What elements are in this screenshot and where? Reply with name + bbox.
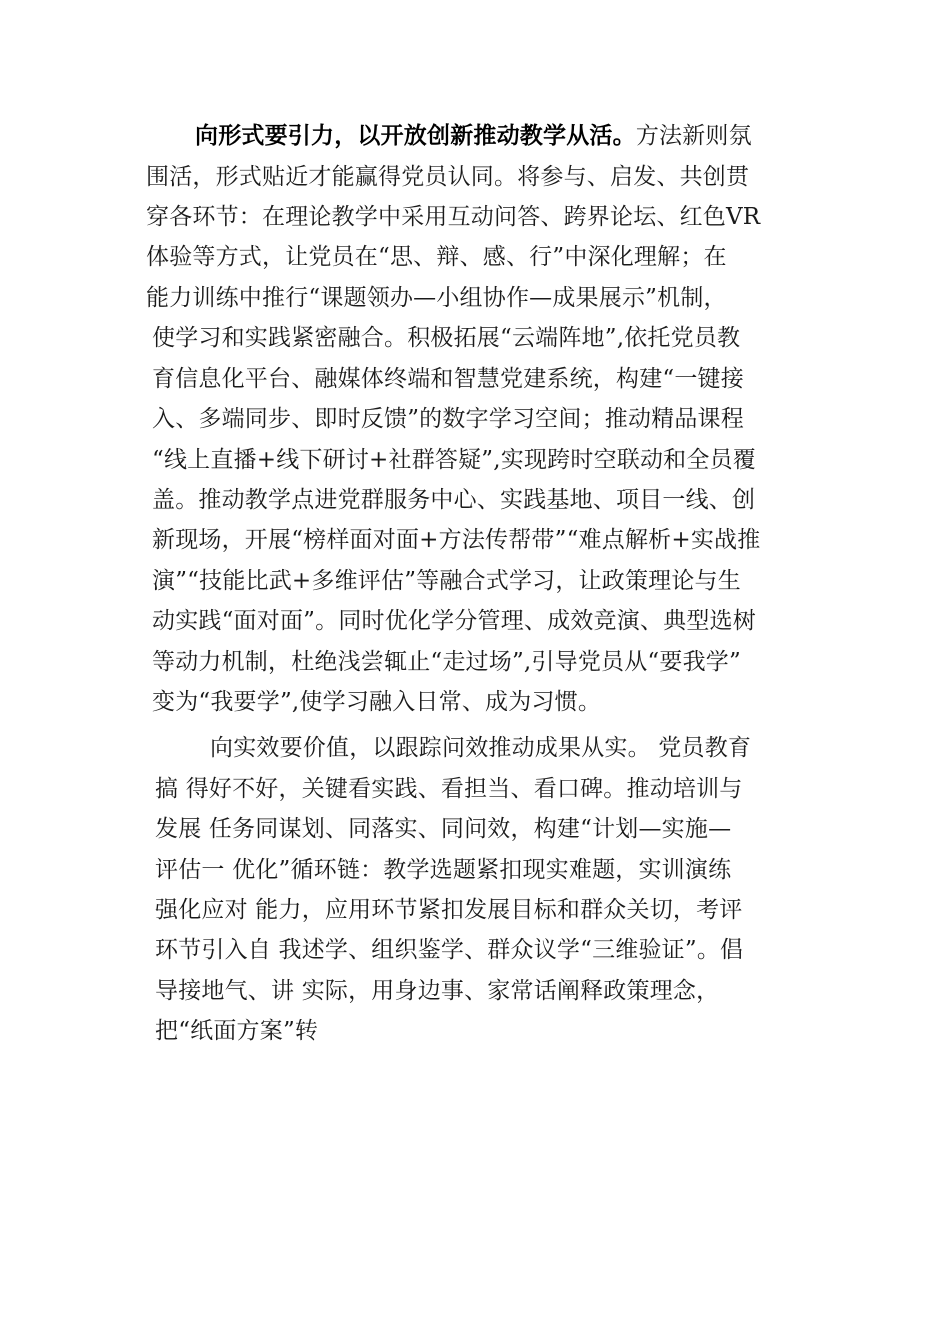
- paragraph-2-line-4: 评估一 优化”循环链：教学选题紧扣现实难题，实训演练: [155, 857, 732, 883]
- paragraph-2-line-1: 向实效要价值，以跟踪问效推动成果从实。 党员教育: [210, 735, 752, 761]
- paragraph-2-line-8: 把“纸面方案”转: [155, 1018, 319, 1044]
- paragraph-1-line-13: 动实践“面对面”。同时优化学分管理、成效竞演、典型选树: [152, 608, 756, 634]
- paragraph-2-line-5: 强化应对 能力，应用环节紧扣发展目标和群众关切，考评: [155, 897, 743, 923]
- paragraph-1-line-7: 育信息化平台、融媒体终端和智慧党建系统，构建“一键接: [152, 366, 744, 392]
- paragraph-1-line-8: 入、多端同步、即时反馈”的数字学习空间；推动精品课程: [152, 406, 744, 432]
- paragraph-1-line-10: 盖。推动教学点进党群服务中心、实践基地、项目一线、创: [152, 487, 756, 513]
- paragraph-1-line-9: “线上直播+线下研讨+社群答疑”,实现跨时空联动和全员覆: [152, 447, 756, 473]
- paragraph-1-line-1-text: 方法新则氛: [635, 123, 752, 149]
- paragraph-1-line-2: 围活，形式贴近才能赢得党员认同。将参与、启发、共创贯: [146, 164, 750, 190]
- paragraph-2-line-3: 发展 任务同谋划、同落实、同问效，构建“计划—实施—: [155, 816, 732, 842]
- paragraph-2-line-7: 导接地气、讲 实际，用身边事、家常话阐释政策理念，: [155, 978, 720, 1004]
- paragraph-1-line-12: 演”“技能比武+多维评估”等融合式学习，让政策理论与生: [152, 568, 741, 594]
- paragraph-1-line-1: [195, 120, 752, 152]
- paragraph-1-heading: 向形式要引力，以开放创新推动教学从活。: [195, 122, 636, 149]
- paragraph-1-line-14: 等动力机制，杜绝浅尝辄止“走过场”,引导党员从“要我学”: [152, 649, 741, 675]
- paragraph-1-line-11: 新现场，开展“榜样面对面+方法传帮带”“难点解析+实战推: [152, 527, 761, 553]
- paragraph-1-line-3: 穿各环节：在理论教学中采用互动问答、跨界论坛、红色VR: [146, 204, 761, 230]
- paragraph-1-line-6: 使学习和实践紧密融合。积极拓展“云端阵地”,依托党员教: [152, 325, 741, 351]
- paragraph-1-line-5: 能力训练中推行“课题领办—小组协作—成果展示”机制，: [146, 285, 727, 311]
- paragraph-1-line-15: 变为“我要学”,使学习融入日常、成为习惯。: [152, 689, 602, 715]
- paragraph-1-line-4: 体验等方式，让党员在“思、辩、感、行”中深化理解；在: [146, 244, 727, 270]
- paragraph-2-line-2: 搞 得好不好，关键看实践、看担当、看口碑。推动培训与: [155, 776, 743, 802]
- paragraph-2-line-6: 环节引入自 我述学、组织鉴学、群众议学“三维验证”。倡: [155, 937, 744, 963]
